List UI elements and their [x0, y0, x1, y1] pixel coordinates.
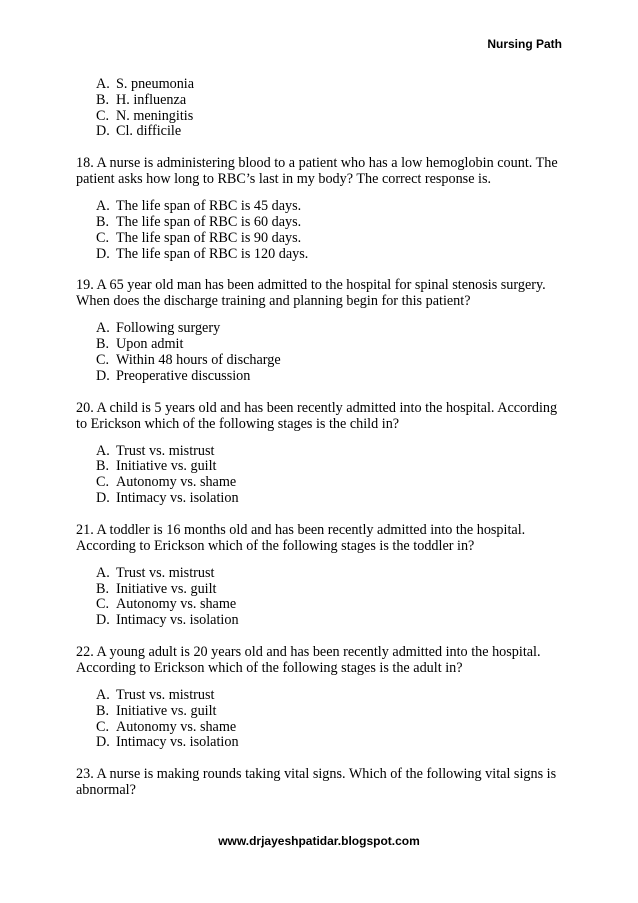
- question-text: 19. A 65 year old man has been admitted to the hospital for spinal stenosis surgery. When does the discharge training and planning begin for this patient?: [76, 277, 546, 310]
- option-letter: B.: [96, 336, 110, 353]
- option-item: [96, 199, 566, 215]
- option-text: S. pneumonia: [116, 76, 195, 92]
- question-text: 23. A nurse is making rounds taking vital signs. Which of the following vital signs is abnormal?: [76, 766, 557, 799]
- option-text: Initiative vs. guilt: [116, 702, 217, 719]
- option-item: [96, 720, 566, 736]
- option-letter: A.: [96, 76, 110, 92]
- option-text: Autonomy vs. shame: [116, 718, 237, 735]
- option-list: [76, 77, 566, 140]
- option-item: [96, 459, 566, 475]
- document-body: [76, 77, 566, 810]
- option-letter: B.: [96, 91, 110, 108]
- option-letter: C.: [96, 596, 110, 613]
- option-letter: D.: [96, 367, 110, 384]
- option-item: [96, 247, 566, 263]
- option-text: Preoperative discussion: [116, 367, 251, 384]
- option-item: [96, 735, 566, 751]
- option-letter: C.: [96, 351, 110, 368]
- option-item: [96, 444, 566, 460]
- option-letter: D.: [96, 245, 110, 262]
- option-letter: A.: [96, 320, 110, 337]
- page-header-title: Nursing Path: [487, 37, 562, 51]
- option-letter: B.: [96, 458, 110, 475]
- option-item: [96, 704, 566, 720]
- option-text: Cl. difficile: [116, 123, 182, 140]
- option-letter: D.: [96, 123, 110, 140]
- option-text: H. influenza: [116, 91, 187, 108]
- option-item: [96, 597, 566, 613]
- option-list: [76, 688, 566, 751]
- option-text: Within 48 hours of discharge: [116, 351, 281, 368]
- question-text: 22. A young adult is 20 years old and has been recently admitted into the hospital. According to Erickson which of the following stages is the adult in?: [76, 643, 541, 676]
- option-letter: A.: [96, 686, 110, 703]
- option-text: Autonomy vs. shame: [116, 474, 237, 491]
- option-item: [96, 582, 566, 598]
- option-item: [96, 475, 566, 491]
- option-text: Intimacy vs. isolation: [116, 489, 239, 506]
- option-letter: D.: [96, 734, 110, 751]
- option-text: Upon admit: [116, 336, 184, 353]
- option-list: [76, 199, 566, 262]
- option-letter: C.: [96, 107, 110, 124]
- option-list: [76, 444, 566, 507]
- option-text: Trust vs. mistrust: [116, 442, 215, 459]
- option-text: Intimacy vs. isolation: [116, 612, 239, 629]
- option-item: [96, 613, 566, 629]
- option-item: [96, 124, 566, 140]
- option-letter: D.: [96, 612, 110, 629]
- page-footer-url: www.drjayeshpatidar.blogspot.com: [218, 834, 420, 848]
- option-item: [96, 109, 566, 125]
- option-item: [96, 77, 566, 93]
- option-letter: A.: [96, 564, 110, 581]
- option-text: Initiative vs. guilt: [116, 458, 217, 475]
- option-text: N. meningitis: [116, 107, 194, 124]
- option-item: [96, 93, 566, 109]
- option-text: The life span of RBC is 90 days.: [116, 229, 302, 246]
- option-letter: B.: [96, 580, 110, 597]
- option-letter: A.: [96, 442, 110, 459]
- option-letter: C.: [96, 474, 110, 491]
- option-item: [96, 566, 566, 582]
- option-text: Autonomy vs. shame: [116, 596, 237, 613]
- option-item: [96, 337, 566, 353]
- option-item: [96, 369, 566, 385]
- option-text: Trust vs. mistrust: [116, 686, 215, 703]
- option-letter: C.: [96, 718, 110, 735]
- option-text: Initiative vs. guilt: [116, 580, 217, 597]
- option-letter: D.: [96, 489, 110, 506]
- option-item: [96, 491, 566, 507]
- option-list: [76, 566, 566, 629]
- option-letter: B.: [96, 213, 110, 230]
- option-letter: A.: [96, 198, 110, 215]
- option-text: Intimacy vs. isolation: [116, 734, 239, 751]
- option-text: The life span of RBC is 45 days.: [116, 198, 302, 215]
- option-item: [96, 321, 566, 337]
- question-text: 18. A nurse is administering blood to a patient who has a low hemoglobin count. The patient asks how long to RBC’s last in my body? The correct response is.: [76, 155, 558, 188]
- option-letter: B.: [96, 702, 110, 719]
- question-text: 21. A toddler is 16 months old and has been recently admitted into the hospital. According to Erickson which of the following stages is the toddler in?: [76, 521, 526, 554]
- option-item: [96, 353, 566, 369]
- option-text: Trust vs. mistrust: [116, 564, 215, 581]
- option-list: [76, 321, 566, 384]
- option-text: The life span of RBC is 60 days.: [116, 213, 302, 230]
- option-text: Following surgery: [116, 320, 221, 337]
- option-item: [96, 688, 566, 704]
- question-text: 20. A child is 5 years old and has been recently admitted into the hospital. According to Erickson which of the following stages is the child in?: [76, 399, 558, 432]
- option-item: [96, 231, 566, 247]
- option-item: [96, 215, 566, 231]
- option-letter: C.: [96, 229, 110, 246]
- option-text: The life span of RBC is 120 days.: [116, 245, 309, 262]
